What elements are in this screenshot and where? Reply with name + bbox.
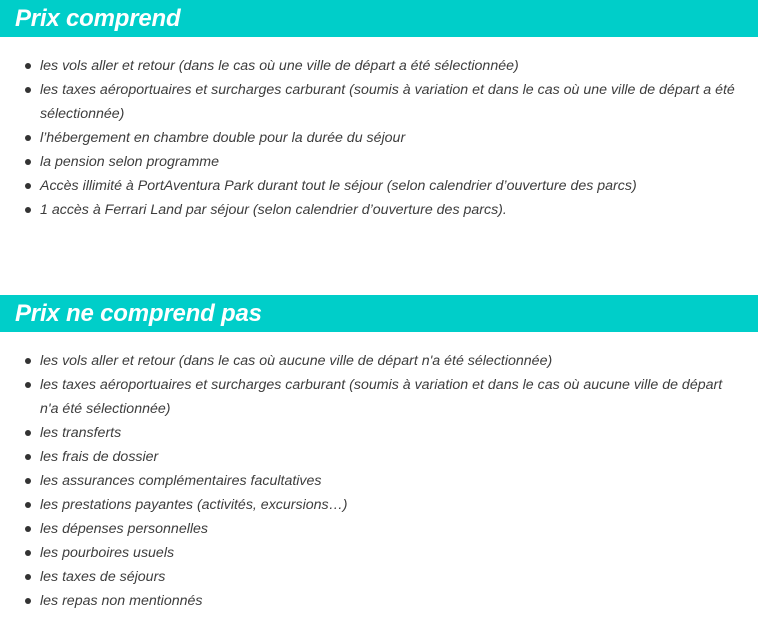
list-item-text: les prestations payantes (activités, excursions…) [40, 497, 348, 513]
list-item [0, 349, 758, 373]
bullet-icon [25, 207, 31, 213]
list-item-text: les dépenses personnelles [40, 521, 208, 537]
list-item [0, 78, 758, 126]
price-excludes-list [0, 332, 758, 613]
bullet-icon [25, 478, 31, 484]
list-item-text: l’hébergement en chambre double pour la durée du séjour [40, 130, 406, 146]
list-item-text: les taxes aéroportuaires et surcharges carburant (soumis à variation et dans le cas où aucune ville de départ n'a été sélectionnée) [40, 377, 723, 417]
bullet-icon [25, 358, 31, 364]
bullet-icon [25, 159, 31, 165]
price-includes-section [0, 0, 758, 222]
list-item-text: la pension selon programme [40, 154, 220, 170]
list-item [0, 589, 758, 613]
list-item [0, 126, 758, 150]
list-item [0, 565, 758, 589]
bullet-icon [25, 598, 31, 604]
list-item-text: les frais de dossier [40, 449, 159, 465]
bullet-icon [25, 454, 31, 460]
list-item-text: les vols aller et retour (dans le cas où une ville de départ a été sélectionnée) [40, 58, 519, 74]
list-item [0, 517, 758, 541]
bullet-icon [25, 63, 31, 69]
price-excludes-section [0, 295, 758, 613]
list-item-text: les repas non mentionnés [40, 593, 203, 609]
list-item [0, 445, 758, 469]
bullet-icon [25, 574, 31, 580]
bullet-icon [25, 550, 31, 556]
list-item [0, 541, 758, 565]
list-item [0, 493, 758, 517]
list-item-text: les pourboires usuels [40, 545, 175, 561]
bullet-icon [25, 430, 31, 436]
bullet-icon [25, 183, 31, 189]
list-item-text: les vols aller et retour (dans le cas où aucune ville de départ n'a été sélectionnée) [40, 353, 553, 369]
list-item-text: les transferts [40, 425, 122, 441]
price-includes-title: Prix comprend [15, 4, 181, 32]
price-excludes-header [0, 295, 758, 332]
price-excludes-title: Prix ne comprend pas [15, 299, 262, 327]
bullet-icon [25, 382, 31, 388]
list-item [0, 469, 758, 493]
list-item [0, 150, 758, 174]
list-item [0, 421, 758, 445]
price-includes-header [0, 0, 758, 37]
list-item-text: les taxes de séjours [40, 569, 166, 585]
list-item [0, 174, 758, 198]
bullet-icon [25, 87, 31, 93]
bullet-icon [25, 135, 31, 141]
list-item [0, 373, 758, 421]
list-item [0, 54, 758, 78]
list-item-text: les taxes aéroportuaires et surcharges carburant (soumis à variation et dans le cas où une ville de départ a été sélectionnée) [40, 82, 735, 122]
price-includes-list [0, 37, 758, 222]
list-item-text: les assurances complémentaires facultatives [40, 473, 322, 489]
bullet-icon [25, 526, 31, 532]
bullet-icon [25, 502, 31, 508]
list-item-text: Accès illimité à PortAventura Park durant tout le séjour (selon calendrier d’ouverture des parcs) [40, 178, 637, 194]
list-item [0, 198, 758, 222]
list-item-text: 1 accès à Ferrari Land par séjour (selon calendrier d’ouverture des parcs). [40, 202, 507, 218]
